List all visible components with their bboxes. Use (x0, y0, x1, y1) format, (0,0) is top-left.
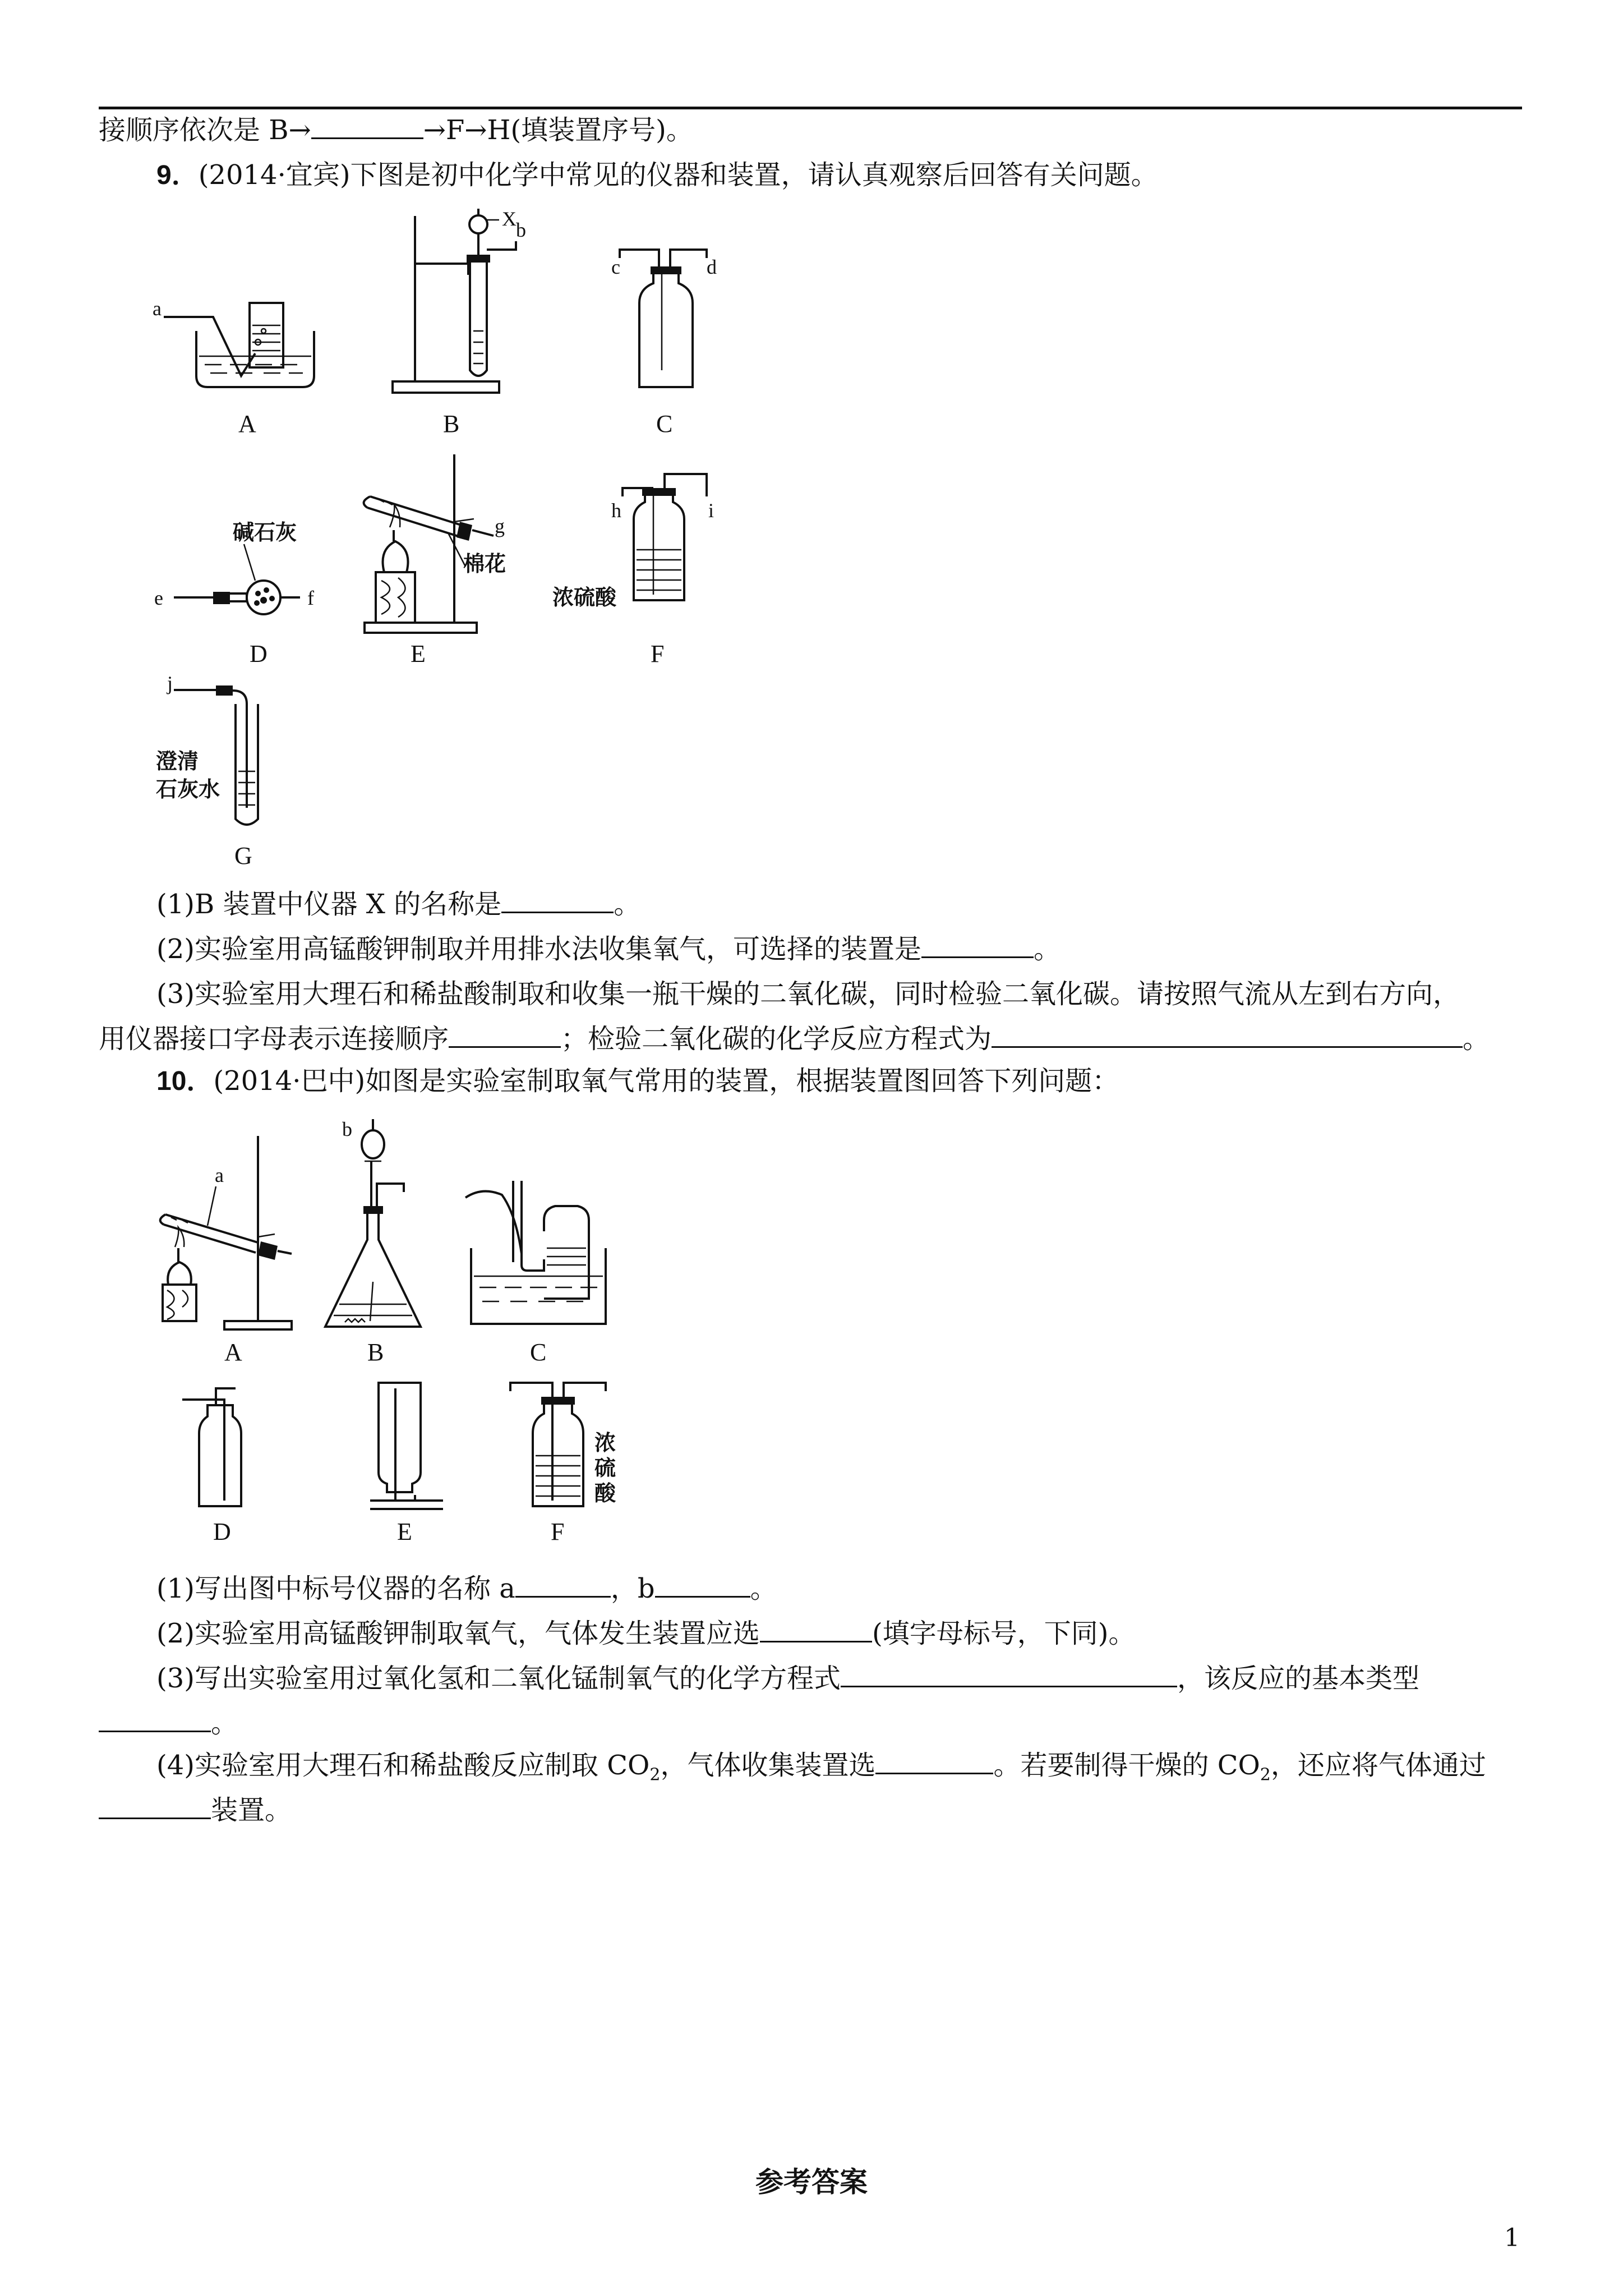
blank[interactable] (992, 1022, 1463, 1048)
label-acid-3: 酸 (594, 1481, 616, 1506)
q9-sub3-line2: 用仪器接口字母表示连接顺序 ；检验二氧化碳的化学反应方程式为 。 (99, 1021, 1534, 1057)
blank[interactable] (501, 887, 614, 913)
blank[interactable] (99, 1793, 211, 1819)
apparatus-e-heating-setup (364, 454, 494, 633)
q10-sub4-cont: 装置。 (99, 1792, 1534, 1828)
apparatus-f-washing-bottle (510, 1383, 606, 1506)
caption-b: B (443, 410, 460, 438)
label-limewater-1: 澄清 (156, 749, 199, 774)
caption-f: F (651, 640, 665, 668)
apparatus-c-gas-bottle (620, 250, 707, 387)
label-b: b (342, 1118, 352, 1140)
blank[interactable] (875, 1748, 993, 1774)
label-j: j (167, 672, 173, 694)
q10-sub1: (1)写出图中标号仪器的名称 a ，b 。 (156, 1571, 1592, 1607)
caption-f: F (551, 1518, 565, 1545)
apparatus-a-water-trough (164, 303, 314, 387)
label-g: g (495, 515, 505, 537)
continuation-line: 接顺序依次是 B→ →F→H(填装置序号)。 (99, 112, 1534, 148)
blank[interactable] (515, 1571, 611, 1598)
label-h: h (611, 499, 621, 522)
label-acid-2: 硫 (594, 1456, 616, 1480)
caption-a: A (238, 410, 256, 438)
q9-sub1: (1)B 装置中仪器 X 的名称是 。 (156, 886, 1592, 922)
q9-sub2: (2)实验室用高锰酸钾制取并用排水法收集氧气，可选择的装置是 。 (156, 931, 1592, 967)
q10-sub2: (2)实验室用高锰酸钾制取氧气，气体发生装置应选 (填字母标号，下同)。 (156, 1616, 1592, 1651)
q10-sub4: (4)实验室用大理石和稀盐酸反应制取 $CO_2$，气体收集装置选 。若要制得干燥的 $CO_2$，还应将气体通过 (156, 1747, 1592, 1793)
label-e: e (154, 587, 163, 609)
apparatus-b-test-tube-stand (393, 209, 516, 393)
page-number: 1 (1504, 2224, 1520, 2252)
label-b: b (516, 219, 526, 241)
label-cotton: 棉花 (463, 551, 506, 576)
label-a: a (153, 297, 162, 320)
apparatus-f-washing-bottle (623, 474, 707, 600)
caption-d: D (213, 1518, 231, 1545)
apparatus-c-water-trough (465, 1181, 606, 1324)
label-acid-1: 浓 (594, 1430, 616, 1455)
caption-c: C (656, 410, 673, 438)
q10-apparatus-figure (151, 1114, 656, 1562)
apparatus-e-inverted-bottle (370, 1383, 443, 1509)
caption-c: C (530, 1338, 547, 1366)
blank[interactable] (99, 1706, 211, 1732)
q9-apparatus-figure (151, 208, 824, 869)
caption-e: E (411, 640, 426, 668)
blank[interactable] (311, 113, 423, 139)
label-f: f (307, 587, 314, 609)
answer-title: 参考答案 (755, 2166, 868, 2198)
label-c: c (611, 256, 620, 278)
blank[interactable] (449, 1022, 561, 1048)
q10-sub3: (3)写出实验室用过氧化氢和二氧化锰制氧气的化学方程式 ，该反应的基本类型 (156, 1660, 1592, 1696)
q9-stem: 9．(2014·宜宾)下图是初中化学中常见的仪器和装置，请认真观察后回答有关问题。 (156, 159, 1158, 191)
caption-g: G (234, 842, 252, 869)
top-rule (99, 107, 1522, 109)
label-limewater-2: 石灰水 (156, 777, 220, 802)
blank[interactable] (841, 1661, 1177, 1687)
q10-sub3-cont: 。 (99, 1705, 1534, 1741)
label-soda-lime: 碱石灰 (233, 520, 297, 545)
q10-stem: 10．(2014·巴中)如图是实验室制取氧气常用的装置，根据装置图回答下列问题： (156, 1065, 1119, 1097)
caption-b: B (367, 1338, 384, 1366)
apparatus-d-drying-tube (174, 544, 300, 614)
apparatus-a-heating-setup (160, 1136, 292, 1329)
label-i: i (708, 499, 714, 522)
q9-sub3-line1: (3)实验室用大理石和稀盐酸制取和收集一瓶干燥的二氧化碳，同时检验二氧化碳。请按照气流从左到右方向， (156, 978, 1460, 1010)
apparatus-b-conical-flask (325, 1119, 421, 1327)
label-x: X (502, 208, 517, 230)
caption-e: E (397, 1518, 412, 1545)
blank[interactable] (655, 1571, 750, 1598)
caption-a: A (224, 1338, 242, 1366)
label-d: d (707, 256, 717, 278)
label-a: a (215, 1164, 224, 1186)
blank[interactable] (760, 1616, 872, 1642)
blank[interactable] (921, 932, 1034, 958)
caption-d: D (250, 640, 268, 668)
apparatus-d-gas-bottle (182, 1388, 241, 1506)
label-conc-acid: 浓硫酸 (552, 585, 617, 610)
